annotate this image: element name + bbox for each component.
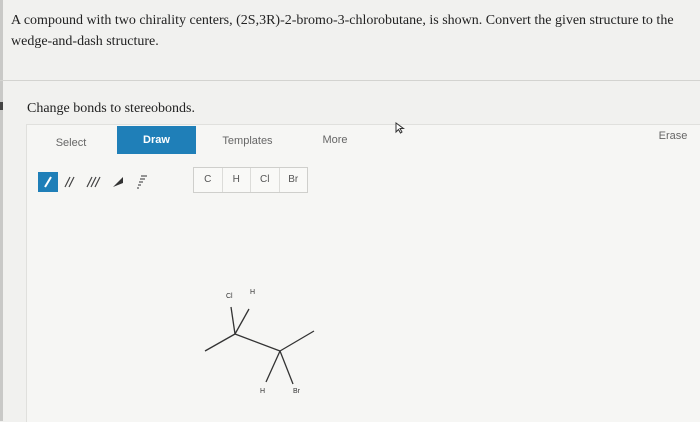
atom-selector xyxy=(193,167,308,193)
tab-templates[interactable]: Templates xyxy=(222,135,273,147)
bond-c3-br[interactable] xyxy=(280,351,293,384)
left-edge xyxy=(0,0,3,421)
tab-draw[interactable]: Draw xyxy=(117,126,196,154)
question-text: A compound with two chirality centers, (2S,3R)-2-bromo-3-chlorobutane, is shown. Convert the given structure to the wedge-and-dash structure. xyxy=(11,13,674,49)
dash-bond-tool[interactable] xyxy=(132,172,152,192)
atom-c-button[interactable]: C xyxy=(194,168,223,192)
atom-label-br[interactable]: Br xyxy=(293,388,300,395)
drawing-panel[interactable] xyxy=(26,124,700,422)
atom-cl-button[interactable]: Cl xyxy=(251,168,280,192)
bond-c3-h[interactable] xyxy=(266,351,280,382)
bond-c2-cl[interactable] xyxy=(231,307,235,334)
bond-c2-c3[interactable] xyxy=(235,334,280,351)
tab-select[interactable]: Select xyxy=(55,137,87,149)
double-bond-tool[interactable] xyxy=(60,172,80,192)
molecule-structure[interactable] xyxy=(190,280,330,405)
dash-bond-icon xyxy=(134,174,150,190)
bond-c1-c2[interactable] xyxy=(205,334,235,351)
atom-label-cl[interactable]: Cl xyxy=(226,293,233,300)
wedge-bond-tool[interactable] xyxy=(108,172,128,192)
separator xyxy=(0,80,700,81)
triple-bond-tool[interactable] xyxy=(84,172,104,192)
bond-c2-h[interactable] xyxy=(235,309,249,334)
single-bond-tool[interactable] xyxy=(38,172,58,192)
single-bond-icon xyxy=(41,175,55,189)
bond-c3-c4[interactable] xyxy=(280,331,314,351)
triple-bond-icon xyxy=(86,175,102,189)
erase-button[interactable]: Erase xyxy=(658,130,688,142)
wedge-bond-icon xyxy=(111,175,125,189)
instruction-text: Change bonds to stereobonds. xyxy=(27,101,195,116)
atom-br-button[interactable]: Br xyxy=(288,174,299,185)
double-bond-icon xyxy=(63,175,77,189)
mouse-cursor-icon xyxy=(395,121,405,139)
tab-more[interactable]: More xyxy=(322,134,348,146)
atom-h-button[interactable]: H xyxy=(223,168,252,192)
atom-label-h-bottom[interactable]: H xyxy=(260,388,266,395)
atom-label-h-top[interactable]: H xyxy=(250,289,256,296)
